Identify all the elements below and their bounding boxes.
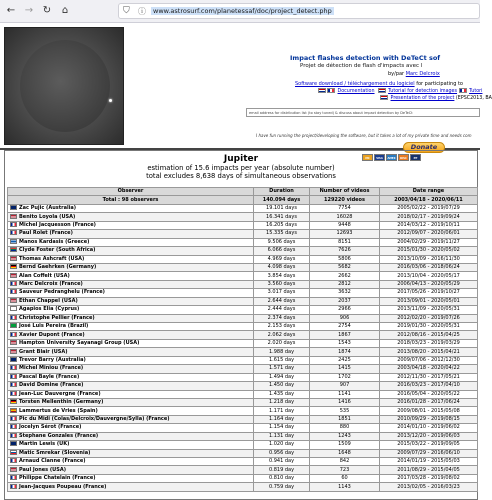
observer-videos: 723 <box>310 466 380 474</box>
observer-videos: 2425 <box>310 356 380 364</box>
observer-date-range: 2016/01/28 - 2017/06/24 <box>380 398 478 406</box>
observer-videos: 60 <box>310 474 380 482</box>
observer-date-range: 2009/08/01 - 2015/05/08 <box>380 407 478 415</box>
participating-text: for participating to <box>416 81 463 87</box>
table-row <box>8 238 478 246</box>
download-link[interactable]: Software download / téléchargement du logiciel <box>295 81 415 87</box>
observer-duration: 1.615 day <box>254 356 310 364</box>
table-row <box>8 280 478 288</box>
country-flag-icon <box>10 315 17 320</box>
table-row <box>8 424 478 432</box>
observer-date-range: 2014/01/10 - 2019/06/02 <box>380 424 478 432</box>
observer-videos: 842 <box>310 458 380 466</box>
table-row <box>8 339 478 347</box>
observer-videos: 1243 <box>310 432 380 440</box>
observer-name <box>8 280 254 288</box>
observer-duration: 3.560 days <box>254 280 310 288</box>
observer-name <box>8 331 254 339</box>
simultaneous-note: total excludes 8,638 days of simultaneous observations <box>146 172 336 180</box>
observer-name-text: Benito Loyola (USA) <box>19 213 76 220</box>
observer-name <box>8 483 254 491</box>
observer-duration: 0.956 day <box>254 449 310 457</box>
observer-name <box>8 474 254 482</box>
address-bar[interactable] <box>118 3 480 19</box>
table-row <box>8 415 478 423</box>
observer-date-range: 2019/01/30 - 2020/05/31 <box>380 323 478 331</box>
observer-name <box>8 449 254 457</box>
info-icon[interactable]: ⓘ <box>138 7 146 16</box>
uk-flag-icon <box>318 88 326 93</box>
observer-name <box>8 415 254 423</box>
country-flag-icon <box>10 467 17 472</box>
observer-videos: 8151 <box>310 238 380 246</box>
observer-name-text: Thomas Ashcraft (USA) <box>19 255 85 262</box>
table-row <box>8 297 478 305</box>
observer-videos: 12693 <box>310 230 380 238</box>
table-row <box>8 306 478 314</box>
table-row <box>8 449 478 457</box>
observer-name <box>8 373 254 381</box>
country-flag-icon <box>10 408 17 413</box>
observer-duration: 3.854 days <box>254 272 310 280</box>
observer-date-range: 2005/02/22 - 2019/07/29 <box>380 204 478 212</box>
country-flag-icon <box>10 239 17 244</box>
observer-date-range: 2015/01/30 - 2020/05/02 <box>380 247 478 255</box>
observer-duration: 0.759 day <box>254 483 310 491</box>
observer-name-text: Stephane Gonzales (France) <box>19 432 99 439</box>
observer-videos: 5682 <box>310 263 380 271</box>
observer-name-text: Pic du Midi (Colas/Delcroix/Dauvergne/Sylla) (France) <box>19 416 170 423</box>
tutorial-fr-link[interactable]: Tutori <box>469 89 483 94</box>
observer-name-text: Xavier Dupont (France) <box>19 331 85 338</box>
observer-name <box>8 458 254 466</box>
observer-date-range: 2009/07/06 - 2012/12/30 <box>380 356 478 364</box>
observer-videos: 2037 <box>310 297 380 305</box>
col-observer: Observer <box>8 188 254 196</box>
observer-videos: 1702 <box>310 373 380 381</box>
total-duration: 140.094 days <box>254 196 310 204</box>
observer-date-range: 2012/08/16 - 2015/04/25 <box>380 331 478 339</box>
observer-date-range: 2013/08/20 - 2015/04/21 <box>380 348 478 356</box>
presentation-suffix: (EPSC2013, BA <box>455 96 492 101</box>
table-row <box>8 382 478 390</box>
country-flag-icon <box>10 256 17 261</box>
observers-table <box>7 187 478 492</box>
table-row <box>8 314 478 322</box>
observer-name-text: Marc Delcroix (France) <box>19 281 83 288</box>
observer-duration: 15.335 days <box>254 230 310 238</box>
jupiter-image <box>4 27 124 145</box>
observer-name <box>8 213 254 221</box>
observer-name-text: Alan Coffelt (USA) <box>19 272 70 279</box>
observer-duration: 1.164 day <box>254 415 310 423</box>
observer-videos: 1141 <box>310 390 380 398</box>
url-text[interactable]: www.astrosurf.com/planetessaf/doc/project_detect.php <box>153 7 332 15</box>
observer-duration: 1.988 day <box>254 348 310 356</box>
observer-name-text: Bernd Gaehrken (Germany) <box>19 264 97 271</box>
observer-date-range: 2013/12/20 - 2019/06/03 <box>380 432 478 440</box>
observer-videos: 1143 <box>310 483 380 491</box>
paypal-icon: PP <box>410 154 421 161</box>
observer-duration: 1.218 day <box>254 398 310 406</box>
observer-date-range: 2013/10/09 - 2016/11/30 <box>380 255 478 263</box>
observer-name <box>8 390 254 398</box>
observer-name <box>8 398 254 406</box>
table-header-row <box>8 188 478 196</box>
col-videos: Number of videos <box>310 188 380 196</box>
total-range: 2003/04/18 - 2020/06/11 <box>380 196 478 204</box>
observer-videos: 2812 <box>310 280 380 288</box>
table-row <box>8 441 478 449</box>
impact-flash-marker <box>109 99 112 102</box>
shield-icon[interactable]: ⛉ <box>123 6 130 16</box>
observer-name-text: Trevor Barry (Australia) <box>19 356 86 363</box>
mailing-list-textbox[interactable]: email address for distribution list (to stay tuned) & discuss about impact detection by DeTeCt <box>246 108 480 117</box>
table-row <box>8 255 478 263</box>
observer-date-range: 2016/05/04 - 2020/05/22 <box>380 390 478 398</box>
observer-duration: 2.153 days <box>254 323 310 331</box>
observer-name-text: Paul Jones (USA) <box>19 466 66 473</box>
observer-date-range: 2015/03/22 - 2019/09/05 <box>380 441 478 449</box>
observer-duration: 1.435 day <box>254 390 310 398</box>
observer-name-text: Torsten Mellenthin (Germany) <box>19 399 104 406</box>
observer-duration: 2.644 days <box>254 297 310 305</box>
country-flag-icon <box>10 433 17 438</box>
observer-videos: 907 <box>310 382 380 390</box>
country-flag-icon <box>10 340 17 345</box>
home-icon[interactable]: ⌂ <box>61 5 69 16</box>
country-flag-icon <box>10 230 17 235</box>
thanks-text: I have fun running the project/developing the software, but it takes a lot of my private time and needs com <box>256 133 472 138</box>
observer-date-range: 2018/02/17 - 2019/09/24 <box>380 213 478 221</box>
observer-name <box>8 306 254 314</box>
country-flag-icon <box>10 441 17 446</box>
jupiter-disk <box>20 40 110 132</box>
observer-videos: 2662 <box>310 272 380 280</box>
observer-name <box>8 314 254 322</box>
observer-name-text: Agapios Elia (Cyprus) <box>19 306 80 313</box>
country-flag-icon <box>10 281 17 286</box>
observer-duration: 2.062 days <box>254 331 310 339</box>
observer-name <box>8 441 254 449</box>
observer-date-range: 2016/03/06 - 2018/06/24 <box>380 263 478 271</box>
country-flag-icon <box>10 357 17 362</box>
observer-name <box>8 230 254 238</box>
col-duration: Duration <box>254 188 310 196</box>
amex-icon: AMEX <box>386 154 397 161</box>
fr-flag-icon <box>327 88 335 93</box>
uk-flag-icon <box>380 95 388 100</box>
observer-videos: 1509 <box>310 441 380 449</box>
observer-duration: 1.020 day <box>254 441 310 449</box>
download-line <box>295 81 463 87</box>
observer-name-text: Arnaud Clanne (France) <box>19 458 86 465</box>
observer-name <box>8 348 254 356</box>
table-row <box>8 331 478 339</box>
doc-links-line <box>318 88 482 94</box>
table-row <box>8 474 478 482</box>
country-flag-icon <box>10 450 17 455</box>
observer-duration: 1.154 day <box>254 424 310 432</box>
observer-name-text: Jocelyn Sérot (France) <box>19 424 82 431</box>
country-flag-icon <box>10 365 17 370</box>
table-row <box>8 390 478 398</box>
observer-duration: 4.969 days <box>254 255 310 263</box>
observer-name-text: José Luis Pereira (Brazil) <box>19 323 89 330</box>
country-flag-icon <box>10 399 17 404</box>
observer-name <box>8 204 254 212</box>
observer-name-text: Pascal Bayle (France) <box>19 373 80 380</box>
observer-name-text: Lammertus de Vries (Spain) <box>19 407 98 414</box>
observer-duration: 16.205 days <box>254 221 310 229</box>
observer-name-text: Philippe Chatelain (France) <box>19 475 96 482</box>
mastercard-icon: MC <box>362 154 373 161</box>
observer-name-text: Clyde Foster (South Africa) <box>19 247 96 254</box>
observer-date-range: 2014/01/19 - 2015/05/03 <box>380 458 478 466</box>
observer-duration: 1.171 day <box>254 407 310 415</box>
observer-videos: 1543 <box>310 339 380 347</box>
observer-videos: 7626 <box>310 247 380 255</box>
table-row <box>8 458 478 466</box>
observer-name <box>8 221 254 229</box>
observer-date-range: 2009/07/29 - 2016/06/10 <box>380 449 478 457</box>
observer-date-range: 2003/04/18 - 2020/04/22 <box>380 365 478 373</box>
observer-name <box>8 424 254 432</box>
country-flag-icon <box>10 332 17 337</box>
observer-date-range: 2013/11/09 - 2020/05/31 <box>380 306 478 314</box>
fr-flag-icon <box>459 88 467 93</box>
observer-videos: 3632 <box>310 289 380 297</box>
observer-videos: 880 <box>310 424 380 432</box>
table-row <box>8 356 478 364</box>
country-flag-icon <box>10 416 17 421</box>
country-flag-icon <box>10 264 17 269</box>
forward-arrow-icon[interactable]: → <box>24 5 34 16</box>
observer-name-text: Sauveur Pedranghelu (France) <box>19 289 105 296</box>
author-line <box>388 71 440 77</box>
observer-name <box>8 432 254 440</box>
observer-duration: 2.374 days <box>254 314 310 322</box>
observer-name <box>8 407 254 415</box>
observer-name-text: Michel Jacquesson (France) <box>19 221 96 228</box>
browser-toolbar <box>0 0 480 23</box>
observer-date-range: 2013/09/01 - 2020/05/01 <box>380 297 478 305</box>
observer-videos: 1416 <box>310 398 380 406</box>
observer-videos: 1874 <box>310 348 380 356</box>
observer-duration: 3.017 days <box>254 289 310 297</box>
observer-date-range: 2004/02/29 - 2019/11/27 <box>380 238 478 246</box>
country-flag-icon <box>10 306 17 311</box>
observer-name-text: Jean-Jacques Poupeau (France) <box>19 483 107 490</box>
table-row <box>8 407 478 415</box>
observer-videos: 535 <box>310 407 380 415</box>
observer-videos: 9448 <box>310 221 380 229</box>
observer-name <box>8 365 254 373</box>
observer-videos: 1851 <box>310 415 380 423</box>
table-row <box>8 272 478 280</box>
country-flag-icon <box>10 247 17 252</box>
table-row <box>8 221 478 229</box>
table-row <box>8 348 478 356</box>
observer-duration: 1.131 day <box>254 432 310 440</box>
country-flag-icon <box>10 374 17 379</box>
project-title: Impact flashes detection with DeTeCt sof <box>290 54 441 62</box>
observer-date-range: 2013/10/04 - 2020/05/17 <box>380 272 478 280</box>
observer-date-range: 2010/09/29 - 2019/08/15 <box>380 415 478 423</box>
col-date-range: Date range <box>380 188 478 196</box>
table-row <box>8 398 478 406</box>
observer-duration: 0.810 day <box>254 474 310 482</box>
observer-name <box>8 255 254 263</box>
author-link[interactable]: Marc Delcroix <box>405 71 440 77</box>
observer-name-text: Zac Pujic (Australia) <box>19 205 77 212</box>
observer-name <box>8 356 254 364</box>
observer-videos: 2754 <box>310 323 380 331</box>
observer-videos: 1415 <box>310 365 380 373</box>
table-row <box>8 289 478 297</box>
country-flag-icon <box>10 273 17 278</box>
observer-duration: 9.506 days <box>254 238 310 246</box>
observer-name <box>8 289 254 297</box>
section-title: Jupiter <box>223 154 259 164</box>
table-row <box>8 263 478 271</box>
donate-button[interactable]: Donate <box>403 142 445 153</box>
observer-duration: 0.941 day <box>254 458 310 466</box>
observer-name-text: Grant Blair (USA) <box>19 348 68 355</box>
country-flag-icon <box>10 391 17 396</box>
country-flag-icon <box>10 424 17 429</box>
observer-name <box>8 238 254 246</box>
total-observers: Total : 98 observers <box>8 196 254 204</box>
observer-name <box>8 323 254 331</box>
country-flag-icon <box>10 484 17 489</box>
observer-name-text: Hampton University Sayanagi Group (USA) <box>19 340 140 347</box>
observer-date-range: 2013/02/05 - 2016/03/23 <box>380 483 478 491</box>
observer-videos: 906 <box>310 314 380 322</box>
observer-date-range: 2017/03/28 - 2019/08/02 <box>380 474 478 482</box>
observer-duration: 0.819 day <box>254 466 310 474</box>
country-flag-icon <box>10 458 17 463</box>
observer-videos: 1648 <box>310 449 380 457</box>
observer-name-text: Jean-Luc Dauvergne (France) <box>19 390 101 397</box>
by-label: by/par <box>388 71 405 77</box>
observer-duration: 2.020 days <box>254 339 310 347</box>
observer-date-range: 2012/09/07 - 2020/06/01 <box>380 230 478 238</box>
observer-duration: 2.444 days <box>254 306 310 314</box>
uk-flag-icon <box>378 88 386 93</box>
observer-date-range: 2017/05/26 - 2019/10/27 <box>380 289 478 297</box>
country-flag-icon <box>10 289 17 294</box>
table-row <box>8 323 478 331</box>
observer-name-text: Michel Miniou (France) <box>19 365 84 372</box>
observer-name <box>8 466 254 474</box>
total-row <box>8 196 478 204</box>
country-flag-icon <box>10 323 17 328</box>
table-row <box>8 432 478 440</box>
presentation-link[interactable]: Presentation of the project <box>390 96 455 101</box>
country-flag-icon <box>10 222 17 227</box>
observer-duration: 6.066 days <box>254 247 310 255</box>
tutorial-link[interactable]: Tutorial for detection images <box>388 89 458 94</box>
observer-date-range: 2006/04/13 - 2020/05/29 <box>380 280 478 288</box>
country-flag-icon <box>10 205 17 210</box>
observer-date-range: 2018/03/23 - 2019/03/29 <box>380 339 478 347</box>
observer-name <box>8 272 254 280</box>
country-flag-icon <box>10 298 17 303</box>
observer-name <box>8 247 254 255</box>
reload-icon[interactable]: ↻ <box>42 5 52 16</box>
table-row <box>8 247 478 255</box>
observer-videos: 7754 <box>310 204 380 212</box>
observer-duration: 19.101 days <box>254 204 310 212</box>
observer-duration: 4.098 days <box>254 263 310 271</box>
country-flag-icon <box>10 349 17 354</box>
table-row <box>8 204 478 212</box>
observer-name <box>8 263 254 271</box>
observer-name <box>8 297 254 305</box>
observer-date-range: 2011/08/29 - 2015/04/05 <box>380 466 478 474</box>
observer-duration: 16.341 days <box>254 213 310 221</box>
observer-videos: 2966 <box>310 306 380 314</box>
table-row <box>8 230 478 238</box>
observer-name-text: Christophe Pellier (France) <box>19 314 95 321</box>
observer-date-range: 2012/11/30 - 2017/05/21 <box>380 373 478 381</box>
observer-name <box>8 382 254 390</box>
table-row <box>8 466 478 474</box>
project-subtitle: Projet de détection de flash d'impacts avec l <box>300 63 423 69</box>
observer-date-range: 2014/03/12 - 2019/10/11 <box>380 221 478 229</box>
presentation-line <box>380 95 492 101</box>
country-flag-icon <box>10 214 17 219</box>
impact-estimate: estimation of 15.6 impacts per year (absolute number) <box>147 164 335 172</box>
jupiter-section <box>4 150 478 500</box>
observer-date-range: 2012/02/20 - 2019/07/26 <box>380 314 478 322</box>
observer-name-text: Martin Lewis (UK) <box>19 441 70 448</box>
back-arrow-icon[interactable]: ← <box>6 5 16 16</box>
observer-name-text: Paul Rolet (France) <box>19 230 73 237</box>
country-flag-icon <box>10 475 17 480</box>
observer-videos: 1867 <box>310 331 380 339</box>
observer-duration: 1.571 day <box>254 365 310 373</box>
documentation-link[interactable]: Documentation <box>337 89 375 94</box>
observer-videos: 16028 <box>310 213 380 221</box>
discover-icon: DISC <box>398 154 409 161</box>
observer-name-text: Matic Smrekar (Slovenia) <box>19 449 91 456</box>
table-row <box>8 483 478 491</box>
observer-name-text: Ethan Chappel (USA) <box>19 297 78 304</box>
table-row <box>8 373 478 381</box>
table-row <box>8 365 478 373</box>
observer-name-text: David Domine (France) <box>19 382 84 389</box>
observer-name <box>8 339 254 347</box>
observer-duration: 1.450 day <box>254 382 310 390</box>
total-videos: 129220 videos <box>310 196 380 204</box>
observer-date-range: 2016/03/23 - 2017/04/10 <box>380 382 478 390</box>
observer-duration: 1.494 day <box>254 373 310 381</box>
table-row <box>8 213 478 221</box>
visa-icon: VISA <box>374 154 385 161</box>
observer-name-text: Manos Kardasis (Greece) <box>19 238 90 245</box>
country-flag-icon <box>10 382 17 387</box>
observer-videos: 5806 <box>310 255 380 263</box>
